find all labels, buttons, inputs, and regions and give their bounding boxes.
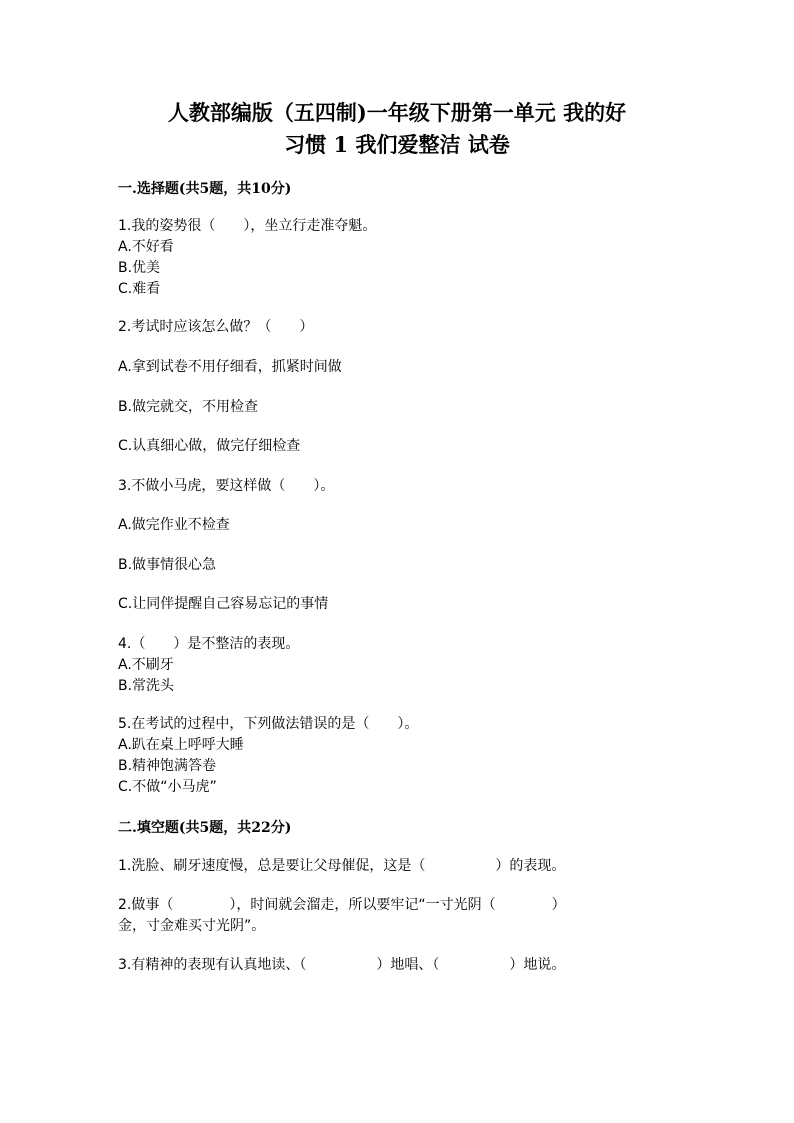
answer-option: C.认真细心做，做完仔细检查	[118, 438, 301, 454]
question-stem: 1.我的姿势很（ ），坐立行走准夺魁。	[118, 218, 377, 234]
answer-option: C.难看	[118, 281, 161, 297]
fill-blank-question: 3.有精神的表现有认真地读、（ ）地唱、（ ）地说。	[118, 957, 566, 973]
answer-option: A.不刷牙	[118, 657, 174, 673]
answer-option: C.不做“小马虎”	[118, 779, 217, 795]
page-title-line-1: 人教部编版（五四制)一年级下册第一单元 我的好	[167, 100, 627, 125]
answer-option: A.拿到试卷不用仔细看，抓紧时间做	[118, 359, 342, 375]
answer-option: B.精神饱满答卷	[118, 758, 217, 774]
fill-blank-question-continuation: 金，寸金难买寸光阴”。	[118, 918, 266, 934]
answer-option: B.做完就交，不用检查	[118, 399, 259, 415]
answer-option: A.不好看	[118, 239, 174, 255]
answer-option: B.做事情很心急	[118, 557, 217, 573]
question-stem: 5.在考试的过程中，下列做法错误的是（ ）。	[118, 716, 419, 732]
section-heading-fill-blank: 二.填空题(共5题，共22分)	[118, 820, 292, 836]
section-heading-choice: 一.选择题(共5题，共10分)	[118, 181, 292, 197]
page-title-line-2: 习惯 1 我们爱整洁 试卷	[284, 132, 510, 157]
question-stem: 2.考试时应该怎么做？（ ）	[118, 319, 314, 335]
question-stem: 4.（ ）是不整洁的表现。	[118, 636, 300, 652]
answer-option: A.做完作业不检查	[118, 517, 230, 533]
answer-option: B.常洗头	[118, 678, 175, 694]
answer-option: A.趴在桌上呼呼大睡	[118, 737, 244, 753]
answer-option: C.让同伴提醒自己容易忘记的事情	[118, 596, 329, 612]
fill-blank-question: 2.做事（ ），时间就会溜走，所以要牢记“一寸光阴（ ）	[118, 897, 566, 913]
question-stem: 3.不做小马虎，要这样做（ ）。	[118, 478, 335, 494]
fill-blank-question: 1.洗脸、刷牙速度慢，总是要让父母催促，这是（ ）的表现。	[118, 858, 566, 874]
answer-option: B.优美	[118, 260, 161, 276]
